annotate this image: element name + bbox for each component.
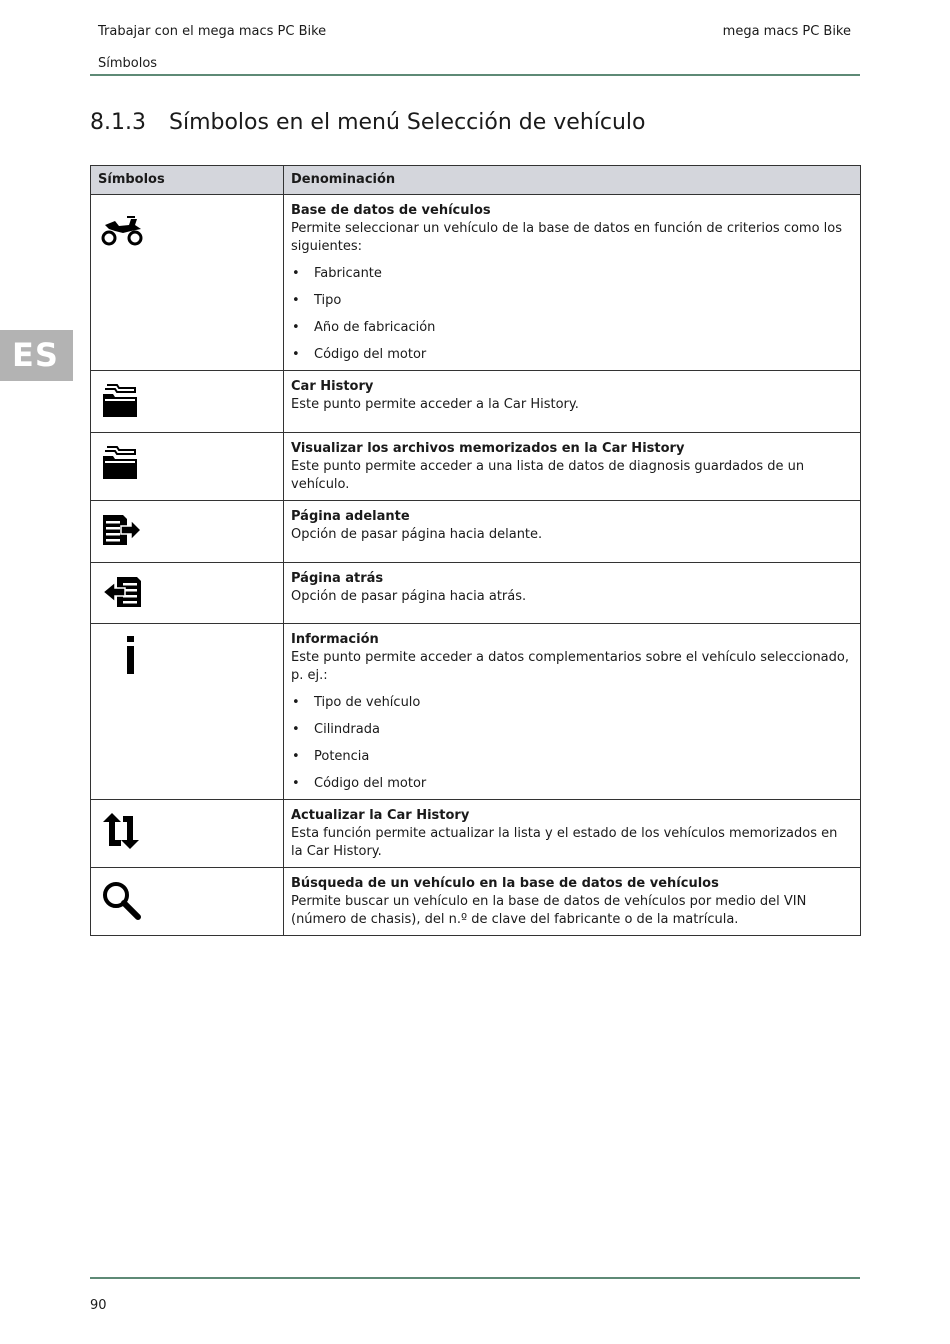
bullet-list <box>291 265 852 364</box>
header-rule <box>90 74 860 76</box>
folder-stack-icon <box>101 445 141 481</box>
symbol-cell <box>91 563 284 624</box>
description-cell <box>284 371 861 433</box>
description-cell <box>284 563 861 624</box>
folder-stack-icon <box>101 383 141 419</box>
page-forward-icon <box>101 513 143 547</box>
description-cell <box>284 800 861 868</box>
section-number: 8.1.3 <box>90 110 146 135</box>
list-item: • Tipo de vehículo <box>291 694 852 721</box>
search-icon <box>101 880 143 922</box>
row-title: Actualizar la Car History <box>291 808 470 823</box>
info-icon <box>101 634 141 678</box>
description-cell <box>284 501 861 563</box>
running-header-right: mega macs PC Bike <box>722 24 851 39</box>
row-text: Este punto permite acceder a una lista de datos de diagnosis guardados de un vehículo. <box>291 459 805 492</box>
row-title: Búsqueda de un vehículo en la base de datos de vehículos <box>291 876 719 891</box>
list-item: • Código del motor <box>291 775 852 793</box>
page-number: 90 <box>90 1298 107 1313</box>
row-text: Este punto permite acceder a datos complementarios sobre el vehículo seleccionado, p. ej.: <box>291 650 849 683</box>
list-item: • Tipo <box>291 292 852 319</box>
symbols-table <box>90 165 861 936</box>
list-item: • Año de fabricación <box>291 319 852 346</box>
running-header-left: Trabajar con el mega macs PC Bike <box>98 24 327 39</box>
symbol-cell <box>91 501 284 563</box>
footer-rule <box>90 1277 860 1279</box>
symbol-cell <box>91 868 284 936</box>
section-heading <box>90 110 645 135</box>
table-row <box>91 433 861 501</box>
description-cell <box>284 624 861 800</box>
symbol-cell <box>91 195 284 371</box>
section-title: Símbolos en el menú Selección de vehículo <box>169 110 646 135</box>
refresh-arrows-icon <box>101 812 143 850</box>
table-row <box>91 624 861 800</box>
row-text: Permite buscar un vehículo en la base de datos de vehículos por medio del VIN (número de chasis), del n.º de clave del fabricante o de la matrícula. <box>291 894 807 927</box>
language-tab: ES <box>0 330 73 381</box>
column-header-name: Denominación <box>284 166 861 195</box>
table-row <box>91 371 861 433</box>
table-row <box>91 800 861 868</box>
running-header-chapter: Símbolos <box>98 56 158 71</box>
row-text: Opción de pasar página hacia atrás. <box>291 589 527 604</box>
table-row <box>91 501 861 563</box>
symbol-cell <box>91 371 284 433</box>
row-title: Información <box>291 632 379 647</box>
table-row <box>91 868 861 936</box>
row-text: Opción de pasar página hacia delante. <box>291 527 543 542</box>
row-title: Página atrás <box>291 571 384 586</box>
row-text: Permite seleccionar un vehículo de la base de datos en función de criterios como los siguientes: <box>291 221 843 254</box>
list-item: • Código del motor <box>291 346 852 364</box>
symbol-cell <box>91 800 284 868</box>
symbol-cell <box>91 624 284 800</box>
table-row <box>91 195 861 371</box>
symbol-cell <box>91 433 284 501</box>
description-cell <box>284 195 861 371</box>
row-title: Base de datos de vehículos <box>291 203 491 218</box>
page-back-icon <box>101 575 143 609</box>
list-item: • Cilindrada <box>291 721 852 748</box>
table-header-row <box>91 166 861 195</box>
table-row <box>91 563 861 624</box>
list-item: • Fabricante <box>291 265 852 292</box>
description-cell <box>284 868 861 936</box>
list-item: • Potencia <box>291 748 852 775</box>
bullet-list <box>291 694 852 793</box>
column-header-symbols: Símbolos <box>91 166 284 195</box>
row-text: Esta función permite actualizar la lista y el estado de los vehículos memorizados en la Car History. <box>291 826 838 859</box>
row-title: Página adelante <box>291 509 410 524</box>
row-title: Car History <box>291 379 374 394</box>
row-title: Visualizar los archivos memorizados en la Car History <box>291 441 685 456</box>
row-text: Este punto permite acceder a la Car History. <box>291 397 579 412</box>
motorcycle-icon <box>101 213 145 247</box>
description-cell <box>284 433 861 501</box>
